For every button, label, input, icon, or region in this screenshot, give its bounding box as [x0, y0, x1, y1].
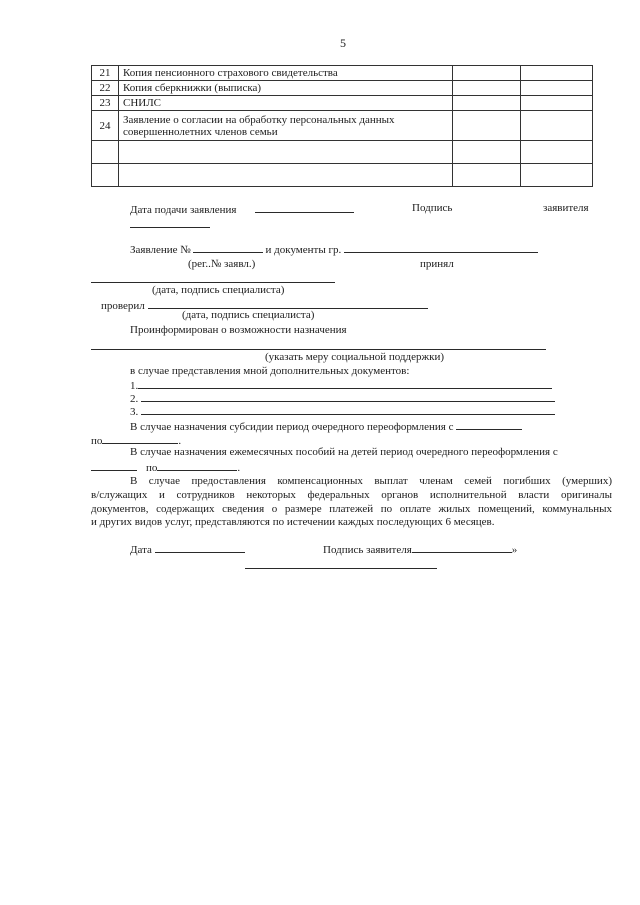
row-cell-empty: [92, 164, 119, 187]
row-cell-empty: [119, 164, 453, 187]
row-cell-empty: [119, 141, 453, 164]
documents-citizen-blank: [344, 242, 538, 253]
registration-row: [130, 242, 538, 255]
row-number: 22: [92, 81, 119, 96]
child-benefits-end-mark: .: [237, 462, 241, 474]
additional-docs-label: в случае представления мной дополнительных документов:: [130, 365, 410, 377]
applicant-signature-line: [130, 227, 210, 228]
subsidy-to-blank: [102, 433, 178, 444]
footer-date-label: Дата: [130, 544, 152, 556]
accepted-signature-line: [91, 282, 335, 283]
checked-hint: (дата, подпись специалиста): [182, 309, 315, 321]
row-description-line: Заявление о согласии на обработку персональных данных: [123, 113, 395, 126]
subsidy-to-label: по: [91, 435, 103, 447]
submission-signature-label: Подпись: [412, 202, 453, 214]
footer-signature-label: Подпись заявителя: [323, 544, 412, 556]
row-cell-empty: [521, 96, 593, 111]
child-benefits-from-blank: [91, 460, 137, 471]
item-blank: [141, 391, 555, 402]
row-cell-empty: [453, 111, 521, 141]
compensation-line: документов, содержащих сведения о размере платежей по оплате жилых помещений, коммунальных: [91, 503, 612, 515]
additional-doc-item: [130, 404, 555, 417]
checked-label: проверил: [101, 300, 145, 312]
additional-doc-item: [130, 378, 552, 391]
informed-label: Проинформирован о возможности назначения: [130, 324, 347, 336]
child-benefits-text: В случае назначения ежемесячных пособий на детей период очередного переоформления с: [130, 446, 558, 458]
subsidy-text: В случае назначения субсидии период очередного переоформления с: [130, 421, 454, 433]
support-measure-hint: (указать меру социальной поддержки): [265, 351, 444, 363]
subsidy-from-blank: [456, 419, 522, 430]
table-row: [92, 111, 593, 141]
row-cell-empty: [521, 81, 593, 96]
accepted-hint: (дата, подпись специалиста): [152, 284, 285, 296]
application-number-blank: [193, 242, 263, 253]
row-cell-empty: [521, 66, 593, 81]
footer-line: [245, 568, 437, 569]
checked-signature-blank: [148, 298, 428, 309]
table-row-empty: [92, 164, 593, 187]
table-row-empty: [92, 141, 593, 164]
row-number: 24: [92, 111, 119, 141]
submission-date-label: Дата подачи заявления: [130, 204, 237, 216]
item-blank: [141, 404, 555, 415]
item-number: 3.: [130, 406, 139, 418]
row-description-line: совершеннолетних членов семьи: [123, 125, 278, 138]
documents-label: и документы гр.: [265, 244, 342, 256]
additional-doc-item: [130, 391, 555, 404]
child-benefits-to-label: по: [146, 462, 158, 474]
application-number-label: Заявление №: [130, 244, 191, 256]
submission-date-row: [130, 202, 354, 215]
compensation-line: в/служащих и сотрудников некоторых федеральных органов исполнительной власти оригиналы: [91, 489, 612, 501]
row-description: [119, 111, 453, 141]
table-row: [92, 66, 593, 81]
row-number: 23: [92, 96, 119, 111]
child-benefits-period-row: [91, 460, 240, 473]
row-cell-empty: [453, 96, 521, 111]
row-cell-empty: [521, 141, 593, 164]
submission-date-blank: [255, 202, 354, 213]
registration-number-hint: (рег..№ заявл.): [188, 258, 256, 270]
row-number: 21: [92, 66, 119, 81]
child-benefits-to-blank: [157, 460, 237, 471]
row-description: СНИЛС: [119, 96, 453, 111]
submission-applicant-label: заявителя: [543, 202, 589, 214]
item-number: 2.: [130, 393, 139, 405]
row-cell-empty: [453, 141, 521, 164]
subsidy-end-mark: .: [178, 435, 182, 447]
subsidy-row: [130, 419, 522, 432]
compensation-line: и других видов услуг, представляются по истечении каждых последующих 6 месяцев.: [91, 516, 495, 528]
footer-date-row: [130, 542, 245, 555]
row-cell-empty: [453, 81, 521, 96]
row-cell-empty: [92, 141, 119, 164]
item-blank: [138, 378, 552, 389]
row-cell-empty: [453, 66, 521, 81]
row-description: Копия сберкнижки (выписка): [119, 81, 453, 96]
support-measure-line: [91, 349, 546, 350]
table-row: [92, 81, 593, 96]
footer-date-blank: [155, 542, 245, 553]
item-number: 1.: [130, 380, 139, 392]
accepted-label: принял: [420, 258, 454, 270]
footer-signature-blank: [412, 542, 512, 553]
page-number: 5: [340, 36, 346, 50]
table-row: [92, 96, 593, 111]
row-cell-empty: [453, 164, 521, 187]
subsidy-to-row: [91, 433, 181, 446]
row-description: Копия пенсионного страхового свидетельства: [119, 66, 453, 81]
row-cell-empty: [521, 164, 593, 187]
compensation-line: В случае предоставления компенсационных выплат членам семей погибших (умерших): [130, 475, 612, 487]
footer-closing-quote: »: [511, 544, 518, 556]
footer-signature-row: [323, 542, 517, 555]
row-cell-empty: [521, 111, 593, 141]
documents-table: [91, 65, 593, 187]
